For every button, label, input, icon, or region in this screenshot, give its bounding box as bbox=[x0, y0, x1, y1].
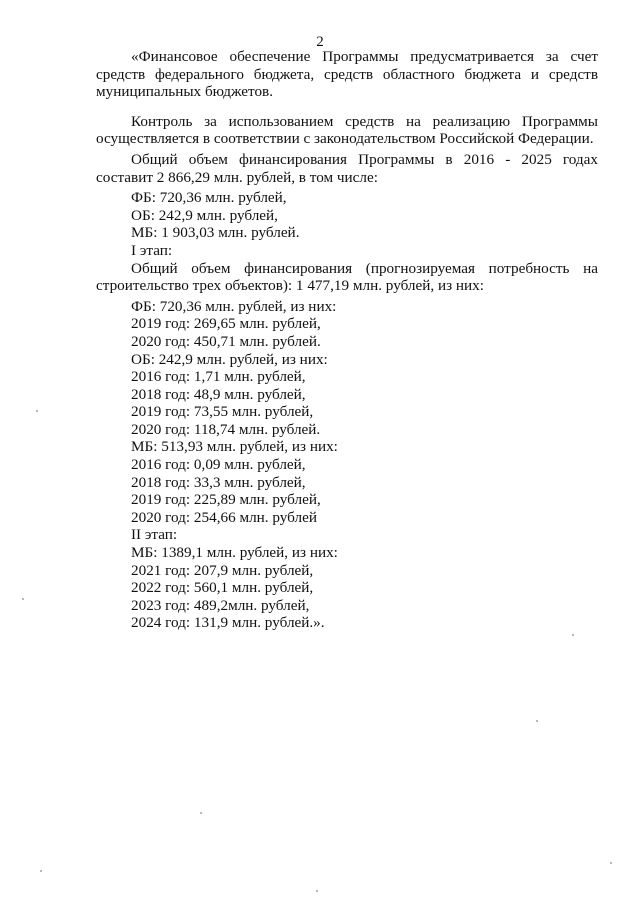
stage1-mb-heading: МБ: 513,93 млн. рублей, из них: bbox=[131, 438, 338, 456]
stage2-mb-2022: 2022 год: 560,1 млн. рублей, bbox=[131, 579, 314, 597]
paragraph-stage-1-funding: Общий объем финансирования (прогнозируемая потребность на строительство трех объектов): 1 477,19 млн. рублей, из них: bbox=[96, 259, 598, 295]
stage1-mb-2018: 2018 год: 33,3 млн. рублей, bbox=[131, 473, 306, 491]
stage1-mb-2019: 2019 год: 225,89 млн. рублей, bbox=[131, 491, 321, 509]
stage1-ob-2020: 2020 год: 118,74 млн. рублей. bbox=[131, 420, 321, 438]
stage2-mb-2024: 2024 год: 131,9 млн. рублей.». bbox=[131, 614, 325, 632]
stage1-mb-2016: 2016 год: 0,09 млн. рублей, bbox=[131, 456, 306, 474]
stage2-mb-heading: МБ: 1389,1 млн. рублей, из них: bbox=[131, 544, 338, 562]
stage1-fb-heading: ФБ: 720,36 млн. рублей, из них: bbox=[131, 297, 337, 315]
scan-speck bbox=[40, 870, 42, 872]
stage-2-heading: II этап: bbox=[131, 526, 178, 544]
paragraph-total-funding: Общий объем финансирования Программы в 2016 - 2025 годах составит 2 866,29 млн. рублей, в том числе: bbox=[96, 150, 598, 186]
scan-speck bbox=[200, 812, 202, 814]
total-fb-line: ФБ: 720,36 млн. рублей, bbox=[131, 189, 287, 207]
stage1-ob-2016: 2016 год: 1,71 млн. рублей, bbox=[131, 368, 306, 386]
document-body bbox=[96, 48, 598, 632]
stage1-ob-heading: ОБ: 242,9 млн. рублей, из них: bbox=[131, 350, 328, 368]
stage1-ob-2018: 2018 год: 48,9 млн. рублей, bbox=[131, 385, 306, 403]
stage1-fb-2019: 2019 год: 269,65 млн. рублей, bbox=[131, 315, 321, 333]
paragraph-funding-sources: «Финансовое обеспечение Программы предусматривается за счет средств федерального бюджета, средств областного бюджета и средств муниципальных бюджетов. bbox=[96, 48, 598, 101]
stage1-fb-2020: 2020 год: 450,71 млн. рублей. bbox=[131, 332, 321, 350]
stage2-mb-2023: 2023 год: 489,2млн. рублей, bbox=[131, 596, 310, 614]
stage2-mb-2021: 2021 год: 207,9 млн. рублей, bbox=[131, 561, 314, 579]
stage1-ob-2019: 2019 год: 73,55 млн. рублей, bbox=[131, 403, 314, 421]
scan-speck bbox=[36, 410, 38, 412]
scan-speck bbox=[22, 598, 24, 600]
scan-speck bbox=[610, 862, 612, 864]
total-ob-line: ОБ: 242,9 млн. рублей, bbox=[131, 206, 278, 224]
scan-speck bbox=[572, 634, 574, 636]
scan-speck bbox=[316, 890, 318, 892]
scan-speck bbox=[536, 720, 538, 722]
stage-1-heading: I этап: bbox=[131, 241, 173, 259]
stage1-mb-2020: 2020 год: 254,66 млн. рублей bbox=[131, 508, 317, 526]
paragraph-control: Контроль за использованием средств на реализацию Программы осуществляется в соответствии с законодательством Российской Федерации. bbox=[96, 112, 598, 148]
page-number: 2 bbox=[316, 34, 324, 50]
total-mb-line: МБ: 1 903,03 млн. рублей. bbox=[131, 224, 300, 242]
